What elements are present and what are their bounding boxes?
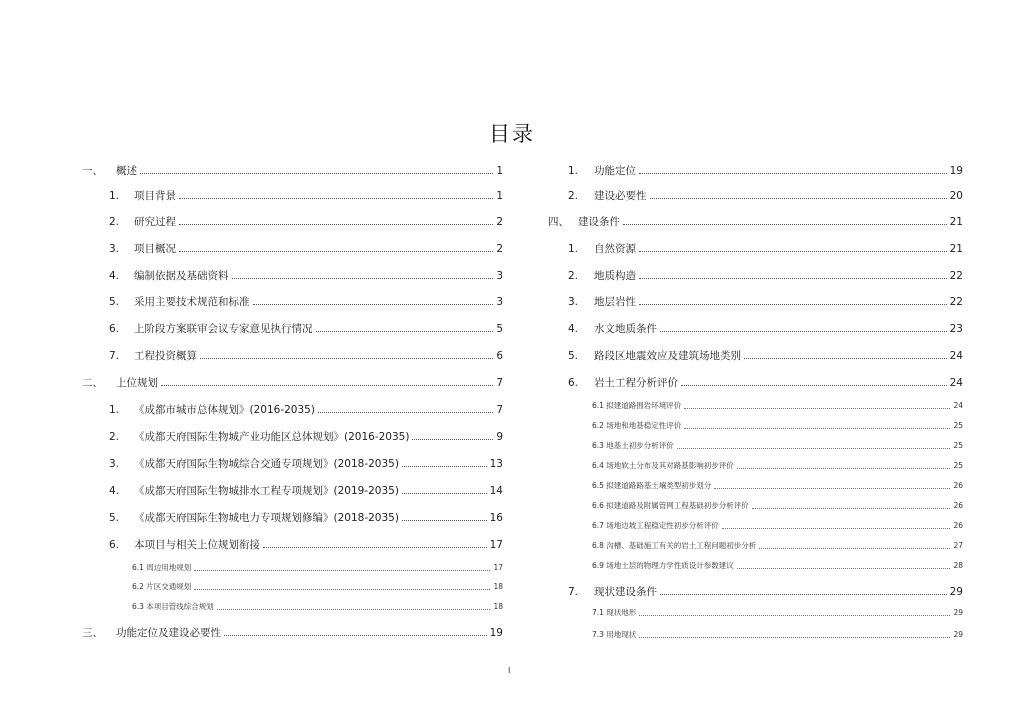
- toc-entry-label: 编制依据及基础资料: [134, 270, 229, 282]
- toc-entry[interactable]: [568, 268, 963, 282]
- toc-title: 目录: [489, 122, 535, 146]
- toc-dot-leader: [684, 428, 950, 429]
- toc-entry-label: 地质构造: [594, 270, 636, 282]
- toc-entry-label: 6.1 周边用地规划: [132, 563, 192, 572]
- toc-entry-page: 5: [496, 323, 503, 335]
- toc-entry-page: 26: [953, 481, 963, 490]
- toc-entry[interactable]: [592, 420, 963, 431]
- toc-entry[interactable]: [592, 460, 963, 471]
- toc-entry-label: 《成都市城市总体规划》(2016-2035): [134, 404, 315, 416]
- toc-entry-number: 一、: [82, 165, 103, 177]
- toc-entry-page: 23: [949, 323, 963, 335]
- toc-dot-leader: [737, 568, 951, 569]
- toc-entry-label: 6.8 沟槽、基础施工有关的岩土工程问题初步分析: [592, 541, 757, 550]
- toc-dot-leader: [737, 468, 951, 469]
- toc-entry-number: 7.: [568, 586, 579, 598]
- toc-entry-number: 5.: [109, 512, 120, 524]
- toc-entry[interactable]: [568, 294, 963, 308]
- toc-entry-page: 29: [953, 630, 963, 639]
- toc-entry-number: 6.: [109, 323, 120, 335]
- toc-entry-label: 功能定位: [594, 165, 636, 177]
- toc-entry-number: 5.: [109, 296, 120, 308]
- toc-entry[interactable]: [592, 500, 963, 511]
- toc-dot-leader: [650, 198, 947, 199]
- toc-dot-leader: [639, 173, 947, 174]
- toc-entry-page: 28: [953, 561, 963, 570]
- toc-entry-number: 二、: [82, 377, 103, 389]
- toc-entry-page: 7: [496, 404, 503, 416]
- toc-entry-label: 研究过程: [134, 216, 176, 228]
- toc-entry-page: 19: [949, 165, 963, 177]
- toc-entry-label: 现状建设条件: [594, 586, 657, 598]
- toc-entry-number: 3.: [109, 458, 120, 470]
- toc-dot-leader: [714, 488, 950, 489]
- toc-entry-label: 6.7 场地边坡工程稳定性初步分析评价: [592, 521, 719, 530]
- toc-entry[interactable]: [592, 560, 963, 571]
- toc-entry-label: 7.3 用地现状: [592, 630, 637, 639]
- toc-entry-label: 项目概况: [134, 243, 176, 255]
- toc-entry-page: 18: [493, 602, 503, 611]
- toc-entry-page: 26: [953, 521, 963, 530]
- toc-entry-number: 4.: [568, 323, 579, 335]
- toc-entry-page: 1: [496, 165, 503, 177]
- toc-entry-label: 7.1 现状地形: [592, 608, 637, 617]
- toc-entry[interactable]: [568, 188, 963, 202]
- toc-entry[interactable]: [568, 241, 963, 255]
- toc-entry-number: 1.: [109, 404, 120, 416]
- toc-entry-number: 1.: [568, 243, 579, 255]
- toc-entry-label: 自然资源: [594, 243, 636, 255]
- toc-entry-page: 3: [496, 296, 503, 308]
- toc-entry-page: 9: [496, 431, 503, 443]
- toc-entry-label: 项目背景: [134, 190, 176, 202]
- toc-entry-page: 25: [953, 441, 963, 450]
- toc-entry[interactable]: [568, 584, 963, 598]
- toc-entry[interactable]: [592, 607, 963, 618]
- toc-entry-page: 20: [949, 190, 963, 202]
- toc-entry[interactable]: [592, 480, 963, 491]
- toc-entry-label: 概述: [116, 165, 137, 177]
- toc-entry[interactable]: [592, 629, 963, 640]
- toc-entry-label: 路段区地震效应及建筑场地类别: [594, 350, 741, 362]
- toc-entry-label: 6.1 拟建道路围岩环境评价: [592, 401, 682, 410]
- toc-entry-page: 27: [953, 541, 963, 550]
- toc-entry[interactable]: [592, 520, 963, 531]
- toc-entry[interactable]: [568, 321, 963, 335]
- toc-entry-number: 三、: [82, 627, 103, 639]
- toc-entry-label: 6.3 本项目管线综合规划: [132, 602, 214, 611]
- toc-entry-page: 25: [953, 421, 963, 430]
- toc-dot-leader: [639, 278, 947, 279]
- toc-entry-page: 24: [949, 350, 963, 362]
- toc-entry-label: 《成都天府国际生物城排水工程专项规划》(2019-2035): [134, 485, 399, 497]
- toc-entry-number: 6.: [568, 377, 579, 389]
- toc-entry-label: 采用主要技术规范和标准: [134, 296, 250, 308]
- toc-entry-page: 14: [489, 485, 503, 497]
- toc-entry-label: 建设条件: [578, 216, 620, 228]
- toc-entry-page: 16: [489, 512, 503, 524]
- toc-entry-number: 2.: [568, 190, 579, 202]
- toc-entry-label: 6.5 拟建道路路基土壤类型初步划分: [592, 481, 712, 490]
- toc-entry-page: 2: [496, 243, 503, 255]
- toc-entry-page: 7: [496, 377, 503, 389]
- toc-entry-page: 2: [496, 216, 503, 228]
- toc-entry-number: 7.: [109, 350, 120, 362]
- toc-entry-label: 工程投资概算: [134, 350, 197, 362]
- toc-entry-number: 2.: [109, 431, 120, 443]
- toc-entry-label: 《成都天府国际生物城综合交通专项规划》(2018-2035): [134, 458, 399, 470]
- toc-entry-number: 4.: [109, 270, 120, 282]
- toc-entry-number: 1.: [109, 190, 120, 202]
- toc-entry-number: 4.: [109, 485, 120, 497]
- toc-entry-number: 5.: [568, 350, 579, 362]
- toc-dot-leader: [639, 637, 950, 638]
- toc-entry-page: 21: [949, 216, 963, 228]
- toc-entry-label: 6.4 场地软土分布及其对路基影响初步评价: [592, 461, 734, 470]
- toc-entry-label: 《成都天府国际生物城产业功能区总体规划》(2016-2035): [134, 431, 410, 443]
- toc-dot-leader: [744, 358, 947, 359]
- toc-dot-leader: [759, 548, 950, 549]
- toc-dot-leader: [639, 304, 947, 305]
- toc-entry-label: 上阶段方案联审会议专家意见执行情况: [134, 323, 313, 335]
- toc-entry-page: 22: [949, 296, 963, 308]
- toc-entry-page: 24: [953, 401, 963, 410]
- toc-dot-leader: [623, 224, 947, 225]
- toc-entry-label: 岩土工程分析评价: [594, 377, 678, 389]
- toc-entry-page: 21: [949, 243, 963, 255]
- toc-entry-page: 24: [949, 377, 963, 389]
- toc-entry-label: 建设必要性: [594, 190, 647, 202]
- toc-entry-page: 3: [496, 270, 503, 282]
- toc-entry-page: 17: [489, 539, 503, 551]
- toc-dot-leader: [752, 508, 951, 509]
- toc-entry-page: 13: [489, 458, 503, 470]
- footer-page-number: I: [508, 666, 511, 675]
- toc-entry-label: 6.2 片区交通规划: [132, 582, 192, 591]
- toc-entry[interactable]: [592, 540, 963, 551]
- toc-dot-leader: [639, 615, 950, 616]
- toc-entry-page: 29: [953, 608, 963, 617]
- toc-entry[interactable]: [568, 375, 963, 389]
- toc-entry-label: 6.9 场地土层的物理力学性质设计参数建议: [592, 561, 734, 570]
- toc-entry-number: 2.: [568, 270, 579, 282]
- toc-entry-page: 6: [496, 350, 503, 362]
- toc-entry-page: 22: [949, 270, 963, 282]
- toc-entry[interactable]: [568, 348, 963, 362]
- toc-entry-page: 19: [489, 627, 503, 639]
- toc-entry-page: 25: [953, 461, 963, 470]
- toc-entry-label: 功能定位及建设必要性: [116, 627, 221, 639]
- toc-entry-label: 水文地质条件: [594, 323, 657, 335]
- toc-entry-page: 29: [949, 586, 963, 598]
- toc-entry-number: 3.: [109, 243, 120, 255]
- toc-dot-leader: [677, 448, 951, 449]
- toc-entry-page: 17: [493, 563, 503, 572]
- toc-dot-leader: [722, 528, 951, 529]
- toc-entry-label: 6.6 拟建道路及附属管网工程基础初步分析评价: [592, 501, 749, 510]
- toc-entry-label: 上位规划: [116, 377, 158, 389]
- toc-dot-leader: [681, 385, 947, 386]
- toc-dot-leader: [660, 594, 947, 595]
- toc-entry-page: 18: [493, 582, 503, 591]
- toc-entry-page: 26: [953, 501, 963, 510]
- toc-dot-leader: [660, 331, 947, 332]
- toc-entry[interactable]: [568, 163, 963, 177]
- toc-entry-number: 3.: [568, 296, 579, 308]
- toc-entry[interactable]: [592, 440, 963, 451]
- toc-entry-number: 四、: [548, 216, 569, 228]
- toc-dot-leader: [684, 408, 950, 409]
- toc-entry-number: 2.: [109, 216, 120, 228]
- toc-entry-label: 6.2 场地和地基稳定性评价: [592, 421, 682, 430]
- toc-entry-label: 地层岩性: [594, 296, 636, 308]
- toc-entry-number: 6.: [109, 539, 120, 551]
- toc-entry-label: 本项目与相关上位规划衔接: [134, 539, 260, 551]
- toc-entry-page: 1: [496, 190, 503, 202]
- toc-entry-label: 《成都天府国际生物城电力专项规划修编》(2018-2035): [134, 512, 399, 524]
- toc-entry[interactable]: [592, 400, 963, 411]
- toc-dot-leader: [639, 251, 947, 252]
- toc-entry-label: 6.3 地基土初步分析评价: [592, 441, 674, 450]
- toc-entry-number: 1.: [568, 165, 579, 177]
- toc-entry[interactable]: [548, 214, 963, 228]
